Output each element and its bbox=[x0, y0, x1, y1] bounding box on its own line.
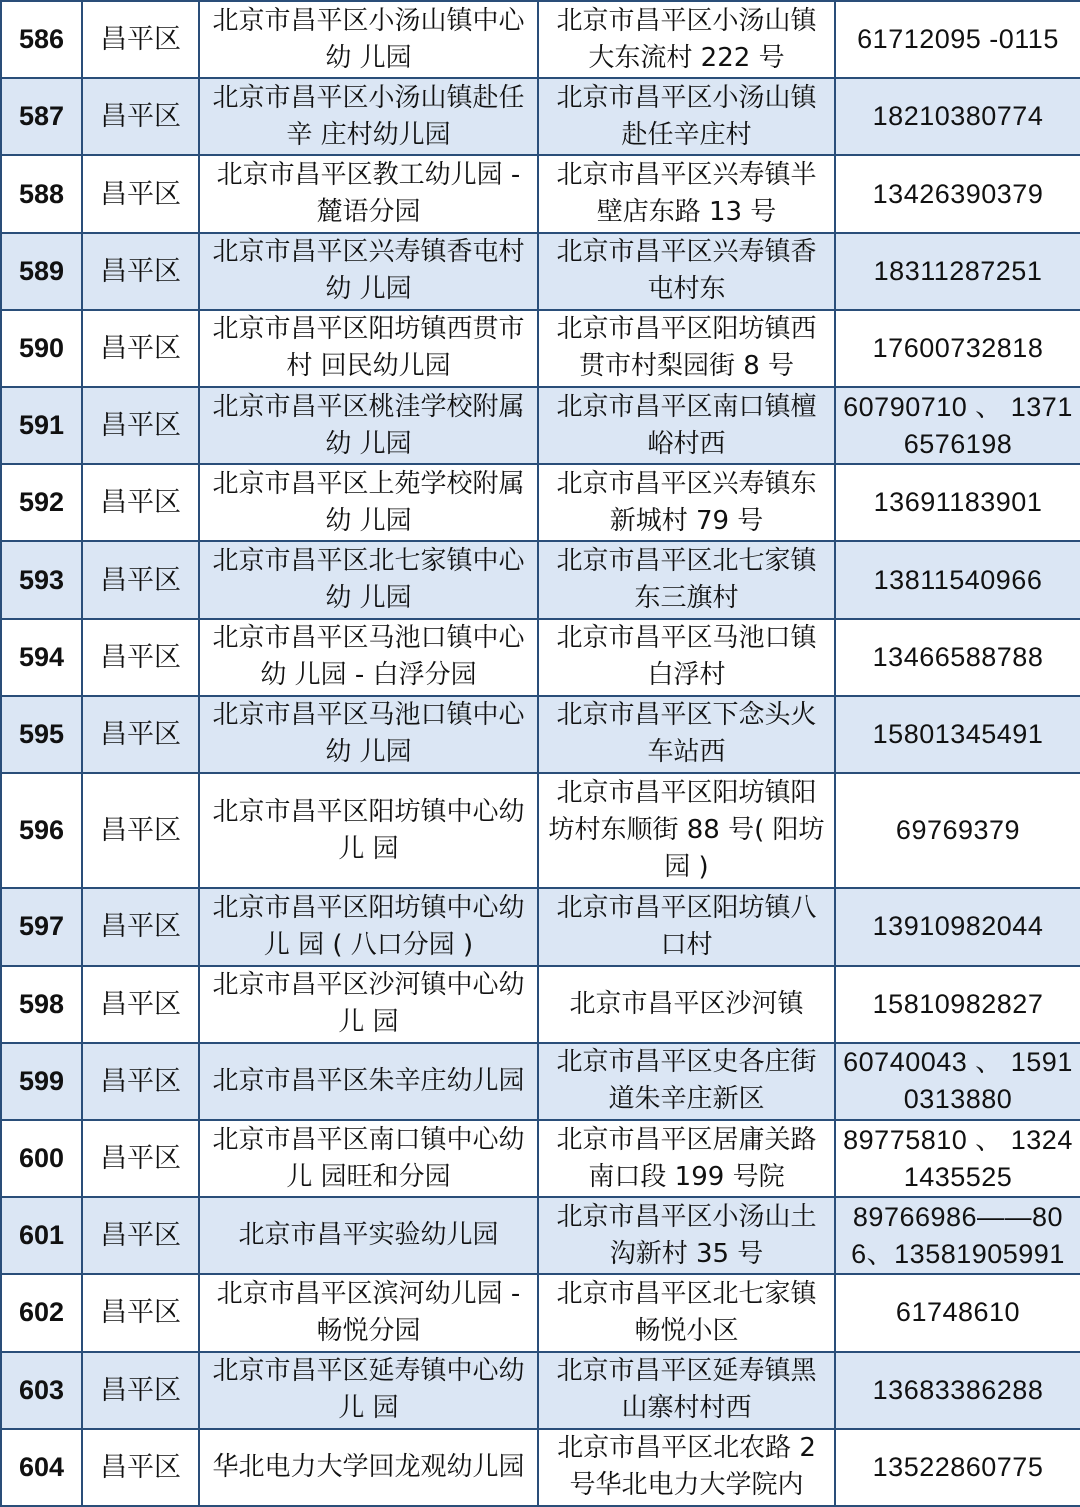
cell-district: 昌平区 bbox=[82, 541, 199, 618]
cell-phone: 89766986——806、13581905991 bbox=[835, 1197, 1080, 1274]
table-row bbox=[1, 619, 1080, 696]
table-row bbox=[1, 1, 1080, 78]
cell-address: 北京市昌平区沙河镇 bbox=[538, 966, 835, 1043]
table-row bbox=[1, 1043, 1080, 1120]
table-row bbox=[1, 233, 1080, 310]
cell-district: 昌平区 bbox=[82, 1352, 199, 1429]
cell-number: 591 bbox=[1, 387, 82, 464]
cell-number: 596 bbox=[1, 773, 82, 888]
cell-address: 北京市昌平区延寿镇黑山寨村村西 bbox=[538, 1352, 835, 1429]
cell-number: 595 bbox=[1, 696, 82, 773]
table-row bbox=[1, 1429, 1080, 1506]
cell-number: 588 bbox=[1, 155, 82, 232]
table-row bbox=[1, 155, 1080, 232]
table-row bbox=[1, 464, 1080, 541]
cell-address: 北京市昌平区阳坊镇八口村 bbox=[538, 888, 835, 965]
cell-address: 北京市昌平区下念头火车站西 bbox=[538, 696, 835, 773]
cell-address: 北京市昌平区马池口镇白浮村 bbox=[538, 619, 835, 696]
cell-number: 599 bbox=[1, 1043, 82, 1120]
cell-district: 昌平区 bbox=[82, 387, 199, 464]
table-row bbox=[1, 78, 1080, 155]
cell-number: 594 bbox=[1, 619, 82, 696]
table-row bbox=[1, 888, 1080, 965]
table-row bbox=[1, 1197, 1080, 1274]
cell-kindergarten-name: 北京市昌平区朱辛庄幼儿园 bbox=[199, 1043, 538, 1120]
cell-address: 北京市昌平区阳坊镇西贯市村梨园街 8 号 bbox=[538, 310, 835, 387]
cell-address: 北京市昌平区小汤山镇大东流村 222 号 bbox=[538, 1, 835, 78]
cell-phone: 18311287251 bbox=[835, 233, 1080, 310]
cell-address: 北京市昌平区北七家镇畅悦小区 bbox=[538, 1274, 835, 1351]
cell-phone: 89775810 、 13241435525 bbox=[835, 1120, 1080, 1197]
cell-phone: 17600732818 bbox=[835, 310, 1080, 387]
cell-phone: 15801345491 bbox=[835, 696, 1080, 773]
table-row bbox=[1, 310, 1080, 387]
table-row bbox=[1, 387, 1080, 464]
cell-kindergarten-name: 北京市昌平区阳坊镇中心幼儿 园 bbox=[199, 773, 538, 888]
cell-number: 589 bbox=[1, 233, 82, 310]
cell-number: 597 bbox=[1, 888, 82, 965]
cell-phone: 13691183901 bbox=[835, 464, 1080, 541]
cell-kindergarten-name: 北京市昌平区马池口镇中心幼 儿园 bbox=[199, 696, 538, 773]
cell-phone: 61712095 -0115 bbox=[835, 1, 1080, 78]
cell-address: 北京市昌平区居庸关路南口段 199 号院 bbox=[538, 1120, 835, 1197]
table-row bbox=[1, 966, 1080, 1043]
cell-district: 昌平区 bbox=[82, 1120, 199, 1197]
cell-address: 北京市昌平区兴寿镇香屯村东 bbox=[538, 233, 835, 310]
cell-address: 北京市昌平区北七家镇东三旗村 bbox=[538, 541, 835, 618]
cell-phone: 13910982044 bbox=[835, 888, 1080, 965]
cell-phone: 69769379 bbox=[835, 773, 1080, 888]
cell-address: 北京市昌平区兴寿镇半壁店东路 13 号 bbox=[538, 155, 835, 232]
cell-district: 昌平区 bbox=[82, 78, 199, 155]
cell-kindergarten-name: 北京市昌平区延寿镇中心幼儿 园 bbox=[199, 1352, 538, 1429]
cell-address: 北京市昌平区兴寿镇东新城村 79 号 bbox=[538, 464, 835, 541]
cell-phone: 13522860775 bbox=[835, 1429, 1080, 1506]
cell-kindergarten-name: 北京市昌平区桃洼学校附属幼 儿园 bbox=[199, 387, 538, 464]
cell-kindergarten-name: 北京市昌平区小汤山镇中心幼 儿园 bbox=[199, 1, 538, 78]
cell-address: 北京市昌平区小汤山土沟新村 35 号 bbox=[538, 1197, 835, 1274]
table-row bbox=[1, 696, 1080, 773]
table-row bbox=[1, 773, 1080, 888]
cell-district: 昌平区 bbox=[82, 1197, 199, 1274]
cell-district: 昌平区 bbox=[82, 888, 199, 965]
cell-kindergarten-name: 北京市昌平区兴寿镇香屯村幼 儿园 bbox=[199, 233, 538, 310]
cell-phone: 13811540966 bbox=[835, 541, 1080, 618]
cell-number: 587 bbox=[1, 78, 82, 155]
cell-district: 昌平区 bbox=[82, 696, 199, 773]
cell-kindergarten-name: 北京市昌平区沙河镇中心幼儿 园 bbox=[199, 966, 538, 1043]
cell-phone: 18210380774 bbox=[835, 78, 1080, 155]
cell-kindergarten-name: 北京市昌平区南口镇中心幼儿 园旺和分园 bbox=[199, 1120, 538, 1197]
cell-district: 昌平区 bbox=[82, 966, 199, 1043]
cell-address: 北京市昌平区阳坊镇阳坊村东顺街 88 号( 阳坊园 ) bbox=[538, 773, 835, 888]
cell-kindergarten-name: 北京市昌平区上苑学校附属幼 儿园 bbox=[199, 464, 538, 541]
cell-phone: 61748610 bbox=[835, 1274, 1080, 1351]
cell-kindergarten-name: 华北电力大学回龙观幼儿园 bbox=[199, 1429, 538, 1506]
cell-number: 593 bbox=[1, 541, 82, 618]
table-body bbox=[1, 1, 1080, 1506]
cell-kindergarten-name: 北京市昌平区阳坊镇中心幼儿 园 ( 八口分园 ) bbox=[199, 888, 538, 965]
cell-phone: 60790710 、 13716576198 bbox=[835, 387, 1080, 464]
cell-district: 昌平区 bbox=[82, 619, 199, 696]
cell-address: 北京市昌平区史各庄街道朱辛庄新区 bbox=[538, 1043, 835, 1120]
cell-number: 604 bbox=[1, 1429, 82, 1506]
cell-district: 昌平区 bbox=[82, 1043, 199, 1120]
cell-number: 600 bbox=[1, 1120, 82, 1197]
cell-number: 602 bbox=[1, 1274, 82, 1351]
cell-address: 北京市昌平区小汤山镇赴任辛庄村 bbox=[538, 78, 835, 155]
cell-district: 昌平区 bbox=[82, 233, 199, 310]
cell-phone: 13466588788 bbox=[835, 619, 1080, 696]
cell-kindergarten-name: 北京市昌平区北七家镇中心幼 儿园 bbox=[199, 541, 538, 618]
cell-number: 603 bbox=[1, 1352, 82, 1429]
cell-kindergarten-name: 北京市昌平区教工幼儿园 - 麓语分园 bbox=[199, 155, 538, 232]
cell-kindergarten-name: 北京市昌平区阳坊镇西贯市村 回民幼儿园 bbox=[199, 310, 538, 387]
table-row bbox=[1, 541, 1080, 618]
cell-kindergarten-name: 北京市昌平实验幼儿园 bbox=[199, 1197, 538, 1274]
table-row bbox=[1, 1352, 1080, 1429]
cell-district: 昌平区 bbox=[82, 310, 199, 387]
cell-address: 北京市昌平区南口镇檀峪村西 bbox=[538, 387, 835, 464]
cell-kindergarten-name: 北京市昌平区马池口镇中心幼 儿园 - 白浮分园 bbox=[199, 619, 538, 696]
cell-address: 北京市昌平区北农路 2 号华北电力大学院内 bbox=[538, 1429, 835, 1506]
cell-phone: 15810982827 bbox=[835, 966, 1080, 1043]
cell-district: 昌平区 bbox=[82, 1429, 199, 1506]
cell-number: 601 bbox=[1, 1197, 82, 1274]
cell-phone: 13426390379 bbox=[835, 155, 1080, 232]
cell-number: 590 bbox=[1, 310, 82, 387]
cell-number: 592 bbox=[1, 464, 82, 541]
cell-phone: 60740043 、 15910313880 bbox=[835, 1043, 1080, 1120]
cell-district: 昌平区 bbox=[82, 155, 199, 232]
cell-district: 昌平区 bbox=[82, 1, 199, 78]
table-row bbox=[1, 1274, 1080, 1351]
cell-number: 586 bbox=[1, 1, 82, 78]
cell-district: 昌平区 bbox=[82, 1274, 199, 1351]
cell-kindergarten-name: 北京市昌平区小汤山镇赴任辛 庄村幼儿园 bbox=[199, 78, 538, 155]
cell-district: 昌平区 bbox=[82, 464, 199, 541]
cell-district: 昌平区 bbox=[82, 773, 199, 888]
cell-number: 598 bbox=[1, 966, 82, 1043]
cell-phone: 13683386288 bbox=[835, 1352, 1080, 1429]
cell-kindergarten-name: 北京市昌平区滨河幼儿园 - 畅悦分园 bbox=[199, 1274, 538, 1351]
table-row bbox=[1, 1120, 1080, 1197]
